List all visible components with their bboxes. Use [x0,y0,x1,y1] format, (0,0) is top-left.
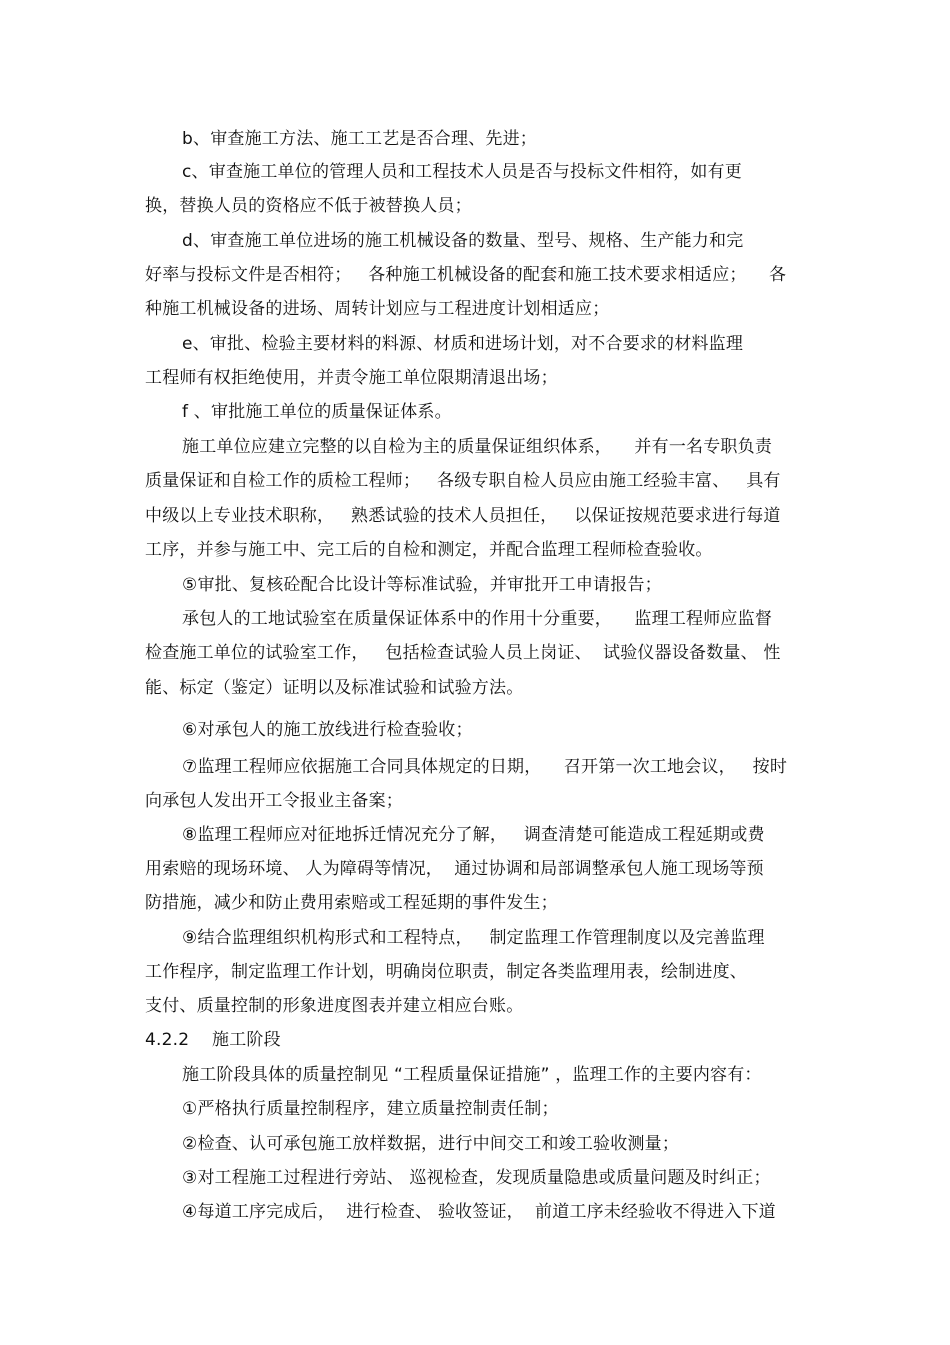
paragraph-line: 质量保证和自检工作的质检工程师； 各级专职自检人员应由施工经验丰富、 具有 [145,471,781,491]
paragraph-line: ①严格执行质量控制程序，建立质量控制责任制； [182,1099,559,1119]
paragraph-line: 检查施工单位的试验室工作， 包括检查试验人员上岗证、 试验仪器设备数量、 性 [145,643,781,663]
paragraph-line: ②检查、认可承包施工放样数据，进行中间交工和竣工验收测量； [182,1134,680,1154]
paragraph-line: 工程师有权拒绝使用，并责令施工单位限期清退出场； [145,368,558,388]
paragraph-line: 好率与投标文件是否相符； 各种施工机械设备的配套和施工技术要求相适应； 各 [145,265,787,285]
paragraph-line: 中级以上专业技术职称， 熟悉试验的技术人员担任， 以保证按规范要求进行每道 [145,506,781,526]
paragraph-line: 工序，并参与施工中、完工后的自检和测定，并配合监理工程师检查验收。 [145,540,713,560]
paragraph-line: e、审批、检验主要材料的料源、材质和进场计划，对不合要求的材料监理 [182,334,744,354]
section-title: 施工阶段 [212,1030,281,1050]
paragraph-line: 防措施，减少和防止费用索赔或工程延期的事件发生； [145,893,558,913]
paragraph-line: 工作程序，制定监理工作计划，明确岗位职责，制定各类监理用表，绘制进度、 [145,962,747,982]
paragraph-line: 承包人的工地试验室在质量保证体系中的作用十分重要， 监理工程师应监督 [182,609,773,629]
paragraph-line: 换，替换人员的资格应不低于被替换人员； [145,196,472,216]
section-number: 4.2.2 [145,1030,190,1050]
paragraph-line: ⑨结合监理组织机构形式和工程特点， 制定监理工作管理制度以及完善监理 [182,928,765,948]
paragraph-line: f 、审批施工单位的质量保证体系。 [182,402,452,422]
paragraph-line: b、审查施工方法、施工工艺是否合理、先进； [182,129,537,149]
paragraph-line: ④每道工序完成后， 进行检查、 验收签证， 前道工序未经验收不得进入下道 [182,1202,776,1222]
paragraph-line: ⑤审批、复核砼配合比设计等标准试验，并审批开工申请报告； [182,575,662,595]
paragraph-line: 向承包人发出开工令报业主备案； [145,791,403,811]
paragraph-line: d、审查施工单位进场的施工机械设备的数量、型号、规格、生产能力和完 [182,231,744,251]
paragraph-line: 施工阶段具体的质量控制见 “工程质量保证措施” ，监理工作的主要内容有： [182,1065,762,1085]
paragraph-line: ③对工程施工过程进行旁站、 巡视检查，发现质量隐患或质量问题及时纠正； [182,1168,771,1188]
paragraph-line: c、审查施工单位的管理人员和工程技术人员是否与投标文件相符，如有更 [182,162,742,182]
paragraph-line: 种施工机械设备的进场、周转计划应与工程进度计划相适应； [145,299,610,319]
paragraph-line: ⑧监理工程师应对征地拆迁情况充分了解， 调查清楚可能造成工程延期或费 [182,825,765,845]
paragraph-line: 能、标定（鉴定）证明以及标准试验和试验方法。 [145,678,524,698]
paragraph-line: 用索赔的现场环境、 人为障碍等情况， 通过协调和局部调整承包人施工现场等预 [145,859,764,879]
paragraph-line: ⑦监理工程师应依据施工合同具体规定的日期， 召开第一次工地会议， 按时 [182,757,788,777]
paragraph-line: ⑥对承包人的施工放线进行检查验收； [182,720,473,740]
paragraph-line: 施工单位应建立完整的以自检为主的质量保证组织体系， 并有一名专职负责 [182,437,773,457]
paragraph-line: 支付、质量控制的形象进度图表并建立相应台账。 [145,996,524,1016]
